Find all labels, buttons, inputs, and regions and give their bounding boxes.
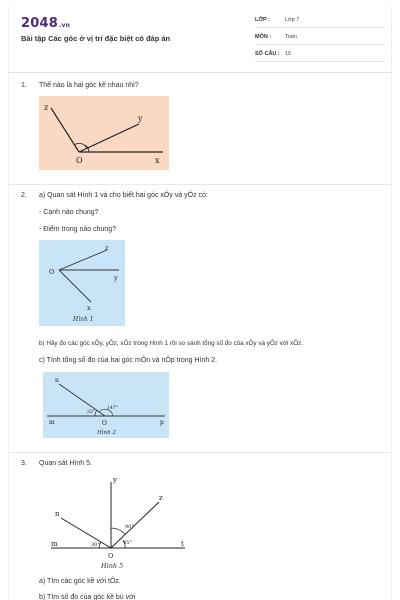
worksheet-page bbox=[8, 6, 392, 600]
label-z: z bbox=[159, 494, 163, 502]
angle-label-90: 90° bbox=[125, 524, 134, 530]
figure-background bbox=[39, 96, 169, 170]
angle-label-147: 147° bbox=[107, 406, 118, 411]
meta-class: LỚP : Lớp 7 bbox=[255, 16, 385, 28]
label-p: p bbox=[160, 419, 164, 426]
label-x: x bbox=[155, 156, 160, 165]
label-o: O bbox=[108, 552, 114, 560]
question-2-figure-2 bbox=[43, 372, 169, 438]
question-2-part-b: b) Hãy đo các góc xÔy, yÔz, xÔz trong Hình 1 rồi so sánh tổng số đo của xÔy và yÔz với xÔz. bbox=[39, 340, 304, 347]
figure-background bbox=[39, 240, 125, 326]
question-2-part-c: c) Tính tổng số đo của hai góc mÔn và nÔp trong Hình 2. bbox=[39, 357, 218, 364]
question-2-number: 2. bbox=[21, 192, 27, 199]
figure-caption: Hình 1 bbox=[73, 316, 94, 323]
label-o: O bbox=[102, 420, 107, 427]
label-o: O bbox=[49, 268, 55, 276]
question-divider bbox=[9, 184, 392, 185]
angle-arc bbox=[111, 528, 125, 534]
question-2-part-a2: - Điểm trong nào chung? bbox=[39, 226, 117, 233]
question-1-number: 1. bbox=[21, 82, 27, 89]
question-2-part-a: a) Quan sát Hình 1 và cho biết hai góc xÔy và yÔz có: bbox=[39, 192, 208, 199]
page-title: Bài tập Các góc ở vị trí đặc biệt có đáp án bbox=[21, 34, 171, 43]
label-z: z bbox=[44, 103, 49, 112]
question-1-figure bbox=[39, 96, 169, 170]
angle-label-45: 45° bbox=[123, 540, 132, 546]
label-z: z bbox=[105, 244, 109, 252]
meta-subject: MÔN : Toán bbox=[255, 33, 385, 45]
label-m: m bbox=[51, 540, 58, 548]
label-y: y bbox=[138, 114, 143, 123]
label-t: t bbox=[181, 540, 184, 548]
header-divider bbox=[9, 72, 392, 73]
worksheet-meta bbox=[255, 16, 385, 67]
question-3-part-a: a) Tìm các góc kề với tÔz. bbox=[39, 578, 121, 585]
label-y: y bbox=[114, 274, 118, 282]
question-3-part-b: b) Tìm số đo của góc kề bù với bbox=[39, 594, 136, 600]
figure-caption: Hình 5 bbox=[101, 562, 124, 570]
label-n: n bbox=[55, 377, 59, 384]
label-x: x bbox=[87, 304, 91, 312]
question-3-number: 3. bbox=[21, 460, 27, 467]
question-2-part-a1: - Cạnh nào chung? bbox=[39, 209, 99, 216]
question-3-text: Quan sát Hình 5. bbox=[39, 460, 92, 467]
label-n: n bbox=[55, 510, 60, 518]
figure-caption: Hình 2 bbox=[97, 430, 116, 436]
figure-background bbox=[43, 372, 169, 438]
site-logo[interactable]: 2048.vn bbox=[21, 16, 71, 31]
label-m: m bbox=[49, 419, 55, 426]
ray-oz bbox=[111, 502, 159, 548]
angle-label-33: 33° bbox=[87, 410, 95, 415]
label-y: y bbox=[113, 476, 117, 484]
question-3-figure bbox=[39, 474, 189, 572]
angle-label-30: 30° bbox=[91, 542, 100, 548]
question-2-figure-1 bbox=[39, 240, 125, 326]
worksheet-header bbox=[9, 6, 392, 68]
ray-on bbox=[61, 518, 111, 548]
question-1-text: Thế nào là hai góc kề nhau nhỉ? bbox=[39, 82, 139, 89]
meta-question-count: SỐ CÂU : 15 bbox=[255, 50, 385, 62]
label-o: O bbox=[76, 156, 83, 165]
question-divider bbox=[9, 452, 392, 453]
